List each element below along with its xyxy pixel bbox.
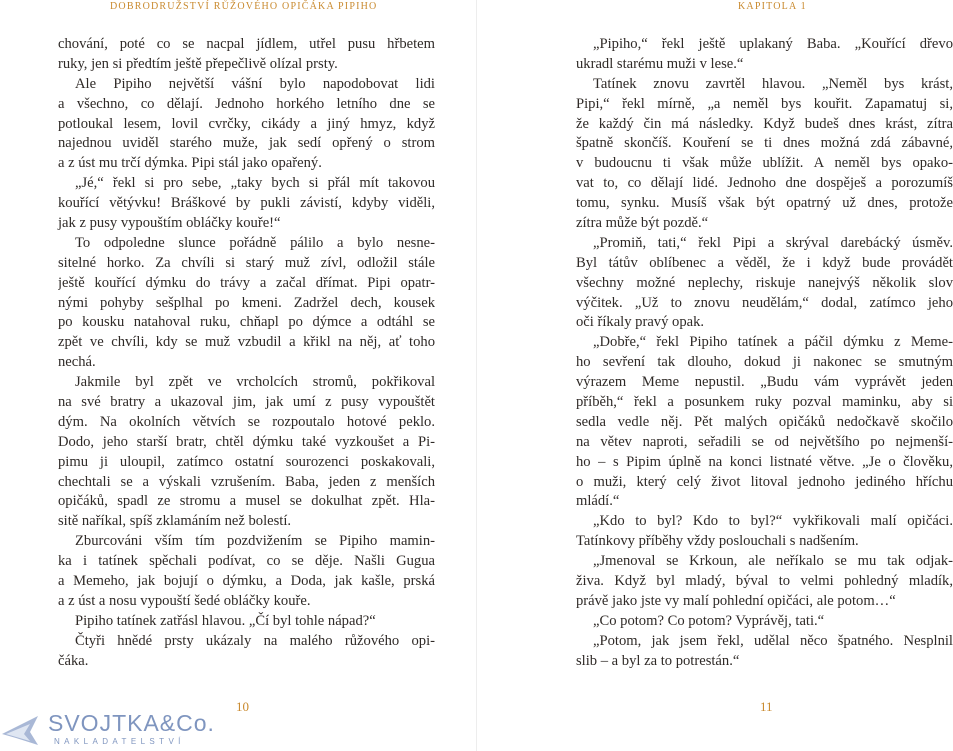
text-line: Čtyři hnědé prsty ukázaly na malého růžového opi- (75, 632, 435, 649)
publisher-logo (0, 708, 215, 751)
text-line: a Memeho, jak bojují o dýmku, a Doda, jak kašle, prská (58, 573, 435, 590)
text-line: zpět ve chvíli, kdy se muž vzbudil a křikl na něj, ať toho (58, 334, 435, 351)
text-line: chování, poté co se nacpal jídlem, utřel pusu hřbetem (58, 36, 435, 52)
text-line: a z úst a nosu vypouští šedé obláčky kouře. (58, 592, 311, 609)
text-line: mládí.“ (576, 493, 620, 510)
text-line: „Promiň, tati,“ řekl Pipi a skrýval darebácký úsměv. (593, 234, 953, 251)
text-line: ho – s Pipim úplně na konci listnaté větve. „Je o člověku, (576, 453, 953, 470)
text-line: Pipi,“ řekl mírně, „a neměl bys kouřit. Zapamatuj si, (576, 95, 953, 112)
text-line: nými pohyby sešplhal po kmeni. Zadržel dech, kousek (58, 294, 435, 311)
text-line: sitelné horko. Za chvíli si starý muž zívl, odložil stále (58, 254, 435, 271)
publisher-subtitle: NAKLADATELSTVÍ (54, 737, 185, 746)
text-line: slib – a byl za to potrestán.“ (576, 652, 740, 669)
text-line: chechtali se a výskali vzrušením. Baba, jeden z menších (58, 473, 435, 490)
text-line: v budoucnu ti však může ublížit. A neměl bys opako- (576, 155, 953, 172)
text-line: ka i tatínek spěchali podívat, co se děje. Našli Gugua (58, 553, 435, 570)
text-line: Pipiho tatínek zatřásl hlavou. „Čí byl tohle nápad?“ (75, 612, 376, 629)
right-page-text (576, 35, 953, 672)
text-line: živa. Když byl mladý, býval to velmi pohledný mladík, (576, 573, 953, 590)
text-line: ukradl starému muži v lese.“ (576, 55, 744, 72)
text-line: sitě naříkal, spíš zklamáním než bolestí. (58, 513, 292, 530)
text-line: Tatínkovy příběhy vždy poslouchali s nadšením. (576, 533, 859, 550)
text-line: najednou uviděl starého muže, jak sedí opřený o strom (58, 135, 435, 152)
text-line: „Kdo to byl? Kdo to byl?“ vykřikovali malí opičáci. (593, 513, 953, 530)
page-number-left: 10 (236, 699, 249, 714)
text-line: opičáků, spadl ze stromu a musel se dokulhat zpět. Hla- (58, 493, 435, 510)
text-line: nechá. (58, 354, 96, 371)
text-line: ještě kouřící dýmku do trávy a začal dřímat. Pipi opatr- (58, 274, 435, 291)
text-line: dým. Na okolních větvích se rozpoutalo hotové peklo. (58, 413, 435, 430)
text-line: jak z pusy vypouštím obláčky kouře!“ (58, 215, 281, 232)
text-line: špatně skončíš. Kouření se ti dnes možná zdá zábavné, (576, 135, 953, 152)
text-line: na své bratry a ukazoval jim, jak umí z pusy vypouštět (58, 394, 435, 411)
publisher-mark-icon (0, 712, 40, 748)
text-line: výčitek. „Už to znovu neudělám,“ dodal, zatímco jeho (576, 294, 953, 311)
left-page-text (58, 35, 435, 672)
text-line: čáka. (58, 652, 89, 669)
text-line: „Jé,“ řekl si pro sebe, „taky bych si přál mít takovou (75, 175, 435, 192)
left-page (0, 0, 476, 751)
text-line: zítra může být pozdě.“ (576, 215, 709, 232)
text-line: ruky, jen si předtím ještě přepečlivě olízal prsty. (58, 55, 338, 72)
text-line: „Jmenoval se Krkoun, ale neříkalo se mu tak odjak- (593, 553, 953, 570)
text-line: Jakmile byl zpět ve vrcholcích stromů, pokřikoval (75, 374, 435, 391)
text-line: „Pipiho,“ řekl ještě uplakaný Baba. „Kouřící dřevo (593, 36, 953, 52)
text-line: Byl tátův oblíbenec a věděl, že i když bude provádět (576, 254, 953, 271)
text-line: potloukal lesem, lovil cvrčky, cikády a jiný hmyz, když (58, 115, 435, 132)
text-line: vat to, co dělají lidé. Jednoho dne dospěješ a porozumíš (576, 175, 953, 192)
text-line: ho sevření tak dlouho, dokud ji nakonec se smutným (576, 354, 953, 371)
text-line: tomu, synku. Musíš však být opatrný už dnes, protože (576, 195, 953, 212)
running-head-right: KAPITOLA 1 (738, 1, 807, 12)
text-line: Tatínek znovu zavrtěl hlavou. „Neměl bys krást, (593, 75, 953, 92)
text-line: o muži, který celý život litoval jednoho jediného hříchu (576, 473, 953, 490)
text-line: sedla vedle něj. Pět malých opičáků nedočkavě skočilo (576, 413, 953, 430)
text-line: Zburcováni vším tím pozdvižením se Pipiho mamin- (75, 533, 435, 550)
running-head-left: DOBRODRUŽSTVÍ RŮŽOVÉHO OPIČÁKA PIPIHO (110, 1, 378, 12)
text-line: právě jako jste vy malí pohlední opičáci, ale potom…“ (576, 592, 896, 609)
text-line: kouřící větývku! Bráškové by pukli závistí, kdyby viděli, (58, 195, 435, 212)
text-line: „Potom, jak jsem řekl, udělal něco špatného. Nesplnil (593, 632, 953, 649)
text-line: „Dobře,“ řekl Pipiho tatínek a páčil dýmku z Meme- (593, 334, 953, 351)
page-number-right: 11 (760, 699, 773, 714)
text-line: všechny možné neplechy, riskuje nanejvýš několik slov (576, 274, 953, 291)
text-line: a z úst mu trčí dýmka. Pipi stál jako opařený. (58, 155, 322, 172)
text-line: a všechno, co dělají. Jednoho horkého letního dne se (58, 95, 435, 112)
text-line: po kousku natahoval ruku, chňapl po dýmce a odtáhl se (58, 314, 435, 331)
text-line: na větev naproti, seřadili se od největšího po nejmenší- (576, 433, 953, 450)
text-line: Dodo, jeho starší bratr, chtěl dýmku také vyzkoušet a Pi- (58, 433, 435, 450)
text-line: „Co potom? Co potom? Vyprávěj, tati.“ (593, 612, 825, 629)
publisher-name: SVOJTKA&Co. (48, 710, 215, 736)
right-page (477, 0, 953, 751)
text-line: výrazem Meme nepustil. „Budu vám vyprávět jeden (576, 374, 953, 391)
text-line: pimu ji uloupil, zatímco ostatní sourozenci poskakovali, (58, 453, 435, 470)
text-line: příběh,“ řekl a posunkem ruky pozval maminku, aby si (576, 394, 953, 411)
text-line: Ale Pipiho největší vášní bylo napodobovat lidi (75, 75, 435, 92)
text-line: že každý čin má následky. Když budeš dnes krást, zítra (576, 115, 953, 132)
text-line: oči říkaly pravý opak. (576, 314, 705, 331)
text-line: To odpoledne slunce pořádně pálilo a bylo nesne- (75, 234, 435, 251)
